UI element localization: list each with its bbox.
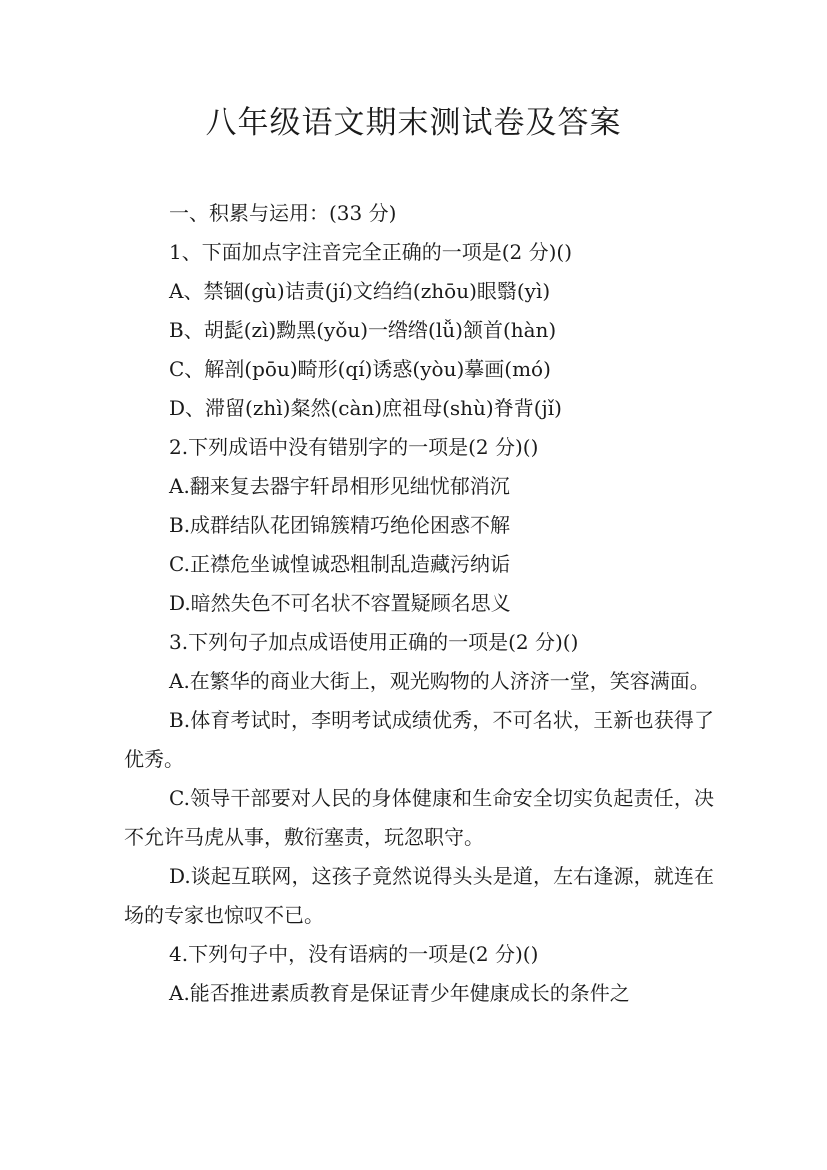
question-3-option-c: C.领导干部要对人民的身体健康和生命安全切实负起责任，决不允许马虎从事，敷衍塞责，玩忽职守。	[124, 786, 714, 849]
question-1: 1、下面加点字注音完全正确的一项是(2 分)()	[169, 240, 573, 264]
question-1-option-c: C、解剖(pōu)畸形(qí)诱惑(yòu)摹画(mó)	[169, 357, 551, 381]
question-3-option-a: A.在繁华的商业大街上，观光购物的人济济一堂，笑容满面。	[169, 669, 710, 693]
question-2: 2.下列成语中没有错别字的一项是(2 分)()	[169, 435, 539, 459]
question-2-option-c: C.正襟危坐诚惶诚恐粗制乱造藏污纳诟	[169, 552, 510, 576]
question-3-option-b: B.体育考试时，李明考试成绩优秀，不可名状，王新也获得了优秀。	[124, 708, 714, 771]
question-3: 3.下列句子加点成语使用正确的一项是(2 分)()	[169, 630, 579, 654]
document-body	[124, 194, 714, 1013]
document-title: 八年级语文期末测试卷及答案	[205, 105, 622, 141]
section-heading: 一、积累与运用：(33 分)	[169, 201, 397, 225]
question-2-option-d: D.暗然失色不可名状不容置疑顾名思义	[169, 591, 511, 615]
question-4: 4.下列句子中，没有语病的一项是(2 分)()	[169, 942, 539, 966]
question-3-option-d: D.谈起互联网，这孩子竟然说得头头是道，左右逢源，就连在场的专家也惊叹不已。	[124, 864, 714, 927]
question-2-option-a: A.翻来复去器宇轩昂相形见绌忧郁消沉	[169, 474, 510, 498]
question-1-option-d: D、滞留(zhì)粲然(càn)庶祖母(shù)脊背(jǐ)	[169, 396, 562, 420]
question-1-option-b: B、胡髭(zì)黝黑(yǒu)一绺绺(lǚ)颔首(hàn)	[169, 318, 557, 342]
question-2-option-b: B.成群结队花团锦簇精巧绝伦困惑不解	[169, 513, 511, 537]
question-4-option-a: A.能否推进素质教育是保证青少年健康成长的条件之	[169, 981, 630, 1005]
question-1-option-a: A、禁锢(gù)诘责(jí)文绉绉(zhōu)眼翳(yì)	[169, 279, 551, 303]
